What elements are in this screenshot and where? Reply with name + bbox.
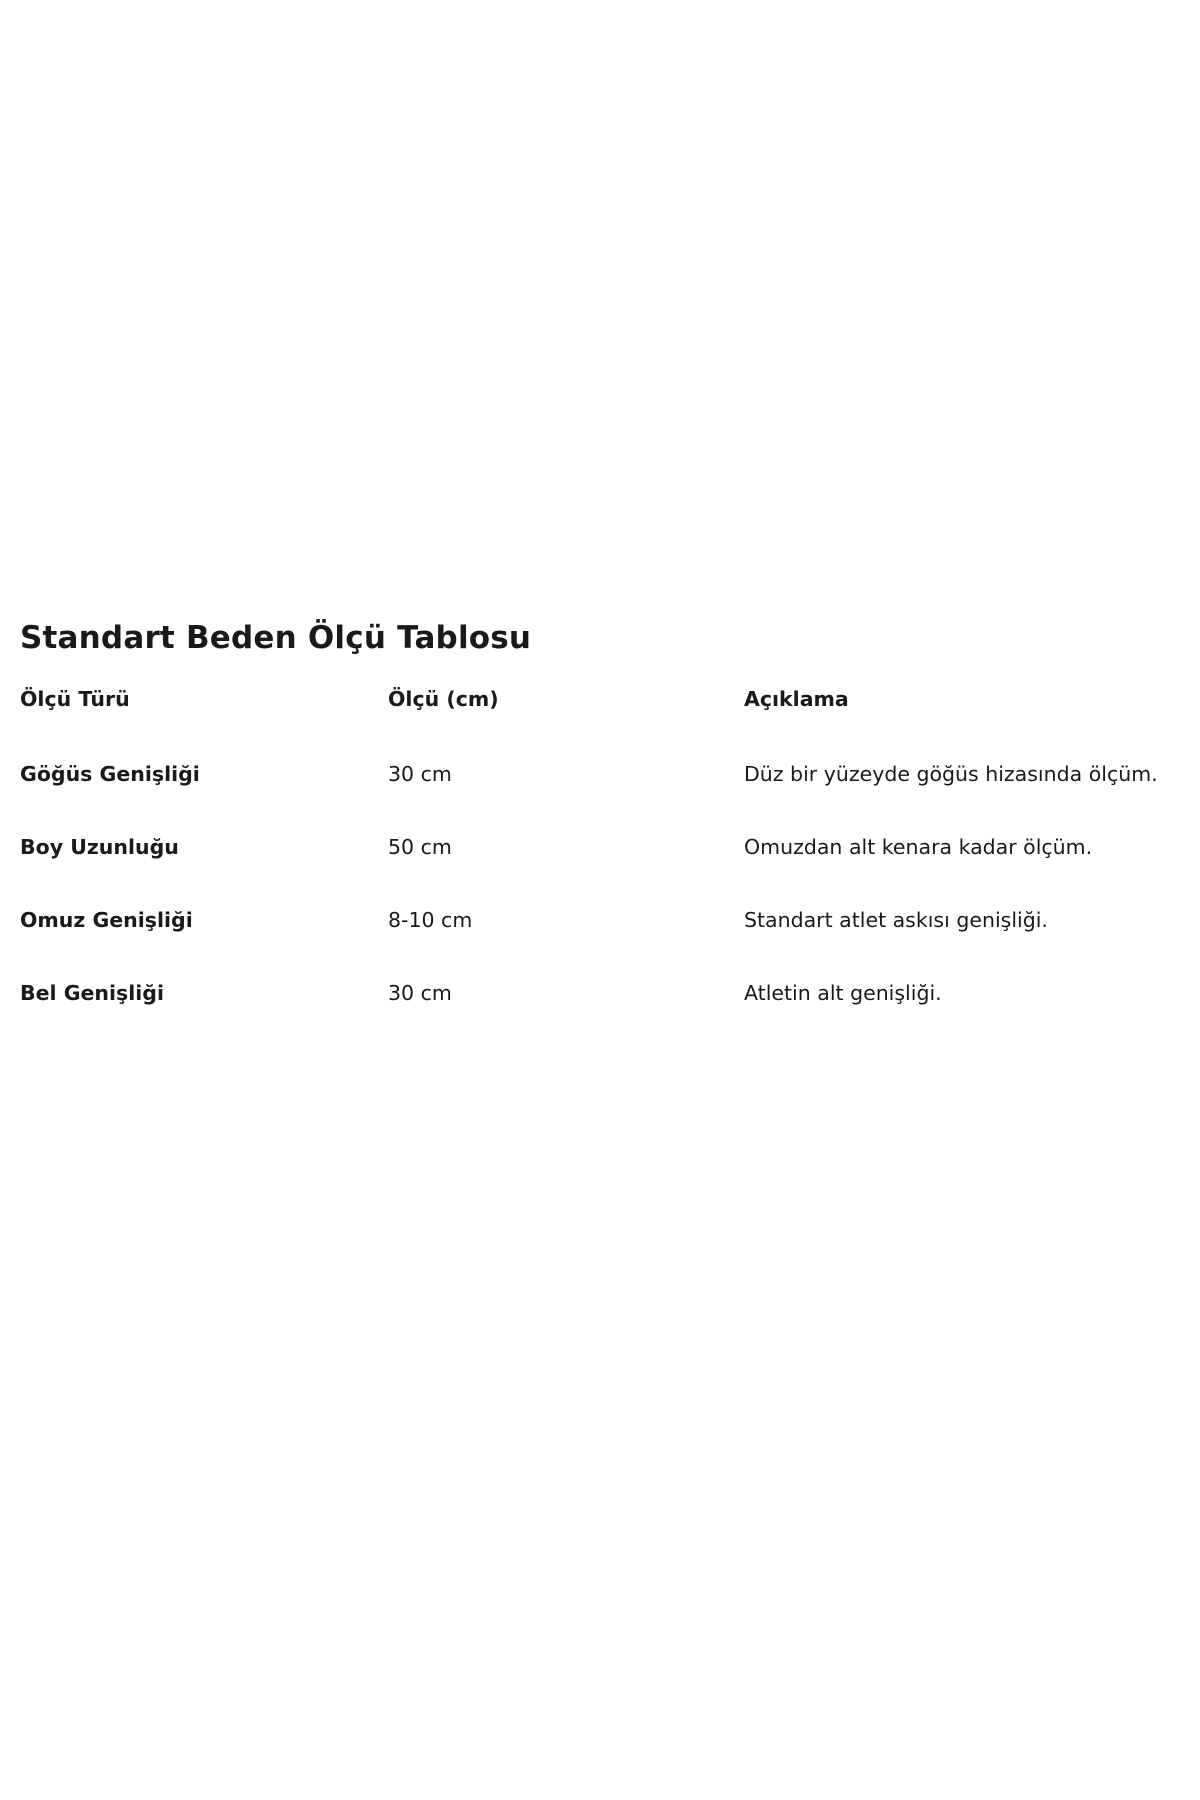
- row-description: Omuzdan alt kenara kadar ölçüm.: [744, 834, 1093, 859]
- header-measurement-value: Ölçü (cm): [388, 687, 499, 711]
- size-chart-table: [20, 682, 1190, 1029]
- table-row: [20, 810, 1190, 883]
- row-measurement-name: Omuz Genişliği: [20, 907, 193, 932]
- row-description: Düz bir yüzeyde göğüs hizasında ölçüm.: [744, 762, 1158, 786]
- row-measurement-name: Boy Uzunluğu: [20, 834, 179, 859]
- row-description: Standart atlet askısı genişliği.: [744, 907, 1048, 932]
- table-header-row: [20, 682, 1190, 716]
- row-measurement-value: 30 cm: [388, 762, 452, 786]
- row-description: Atletin alt genişliği.: [744, 980, 942, 1005]
- header-description: Açıklama: [744, 687, 849, 711]
- table-row: [20, 956, 1190, 1029]
- table-row: [20, 716, 1190, 810]
- row-measurement-value: 8-10 cm: [388, 907, 473, 932]
- row-measurement-name: Bel Genişliği: [20, 980, 165, 1005]
- table-row: [20, 883, 1190, 956]
- page-title: Standart Beden Ölçü Tablosu: [20, 620, 532, 656]
- row-measurement-value: 50 cm: [388, 834, 452, 859]
- row-measurement-value: 30 cm: [388, 980, 452, 1005]
- header-measurement-type: Ölçü Türü: [20, 687, 130, 711]
- row-measurement-name: Göğüs Genişliği: [20, 762, 200, 786]
